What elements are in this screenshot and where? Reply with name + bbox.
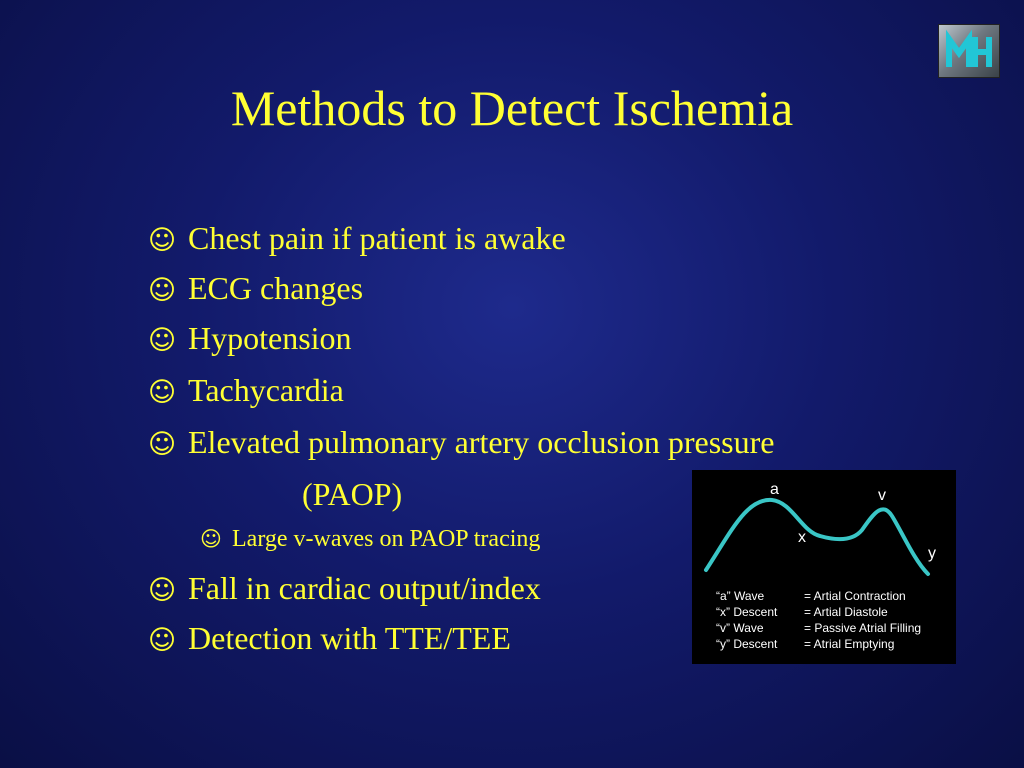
- wave-label-a: a: [770, 481, 779, 498]
- wave-label-x: x: [798, 529, 806, 546]
- legend-row: [716, 604, 921, 620]
- bullet-text: Fall in cardiac output/index: [188, 570, 541, 606]
- bullet-text: Detection with TTE/TEE: [188, 620, 511, 656]
- sub-bullet-item: [200, 522, 540, 556]
- legend-key: “y” Descent: [716, 637, 778, 651]
- sub-bullet-text: Large v-waves on PAOP tracing: [232, 526, 541, 552]
- paop-waveform-figure: [692, 470, 956, 664]
- bullet-item: [148, 420, 774, 467]
- bullet-item: [148, 368, 344, 415]
- legend-row: [716, 588, 921, 604]
- logo-mark: [939, 25, 999, 77]
- legend-key: “x” Descent: [716, 605, 778, 619]
- bullet-text: Chest pain if patient is awake: [188, 220, 566, 256]
- smiley-icon: ☺: [148, 575, 177, 606]
- bullet-text: Hypotension: [188, 320, 352, 356]
- legend-row: [716, 620, 921, 636]
- bullet-item: [148, 316, 352, 363]
- smiley-icon: ☺: [148, 225, 177, 256]
- logo-icon: [938, 24, 1000, 78]
- legend-value: = Atrial Emptying: [804, 637, 895, 651]
- bullet-text: Tachycardia: [188, 372, 344, 408]
- smiley-icon: ☺: [148, 377, 177, 408]
- legend-key: “v” Wave: [716, 621, 764, 635]
- legend-key: “a” Wave: [716, 589, 765, 603]
- smiley-icon: ☺: [148, 325, 177, 356]
- waveform-graph: [692, 470, 956, 590]
- smiley-icon: ☺: [200, 527, 222, 551]
- slide-title: Methods to Detect Ischemia: [230, 80, 794, 136]
- bullet-text: Elevated pulmonary artery occlusion pressure: [188, 424, 775, 460]
- waveform-legend: [716, 588, 921, 652]
- smiley-icon: ☺: [148, 429, 177, 460]
- legend-row: [716, 636, 921, 652]
- smiley-icon: ☺: [148, 625, 177, 656]
- wave-label-y: y: [928, 545, 936, 562]
- bullet-item: [148, 266, 363, 313]
- bullet-item: [148, 616, 511, 663]
- smiley-icon: ☺: [148, 275, 177, 306]
- wave-label-v: v: [878, 487, 886, 504]
- bullet-item: [148, 216, 566, 263]
- legend-value: = Passive Atrial Filling: [804, 621, 922, 635]
- legend-value: = Artial Diastole: [804, 605, 888, 619]
- bullet-continuation: (PAOP): [302, 476, 403, 512]
- legend-value: = Artial Contraction: [804, 589, 906, 603]
- bullet-item: [148, 566, 541, 613]
- bullet-text: ECG changes: [188, 270, 364, 306]
- waveform-line: [706, 500, 928, 574]
